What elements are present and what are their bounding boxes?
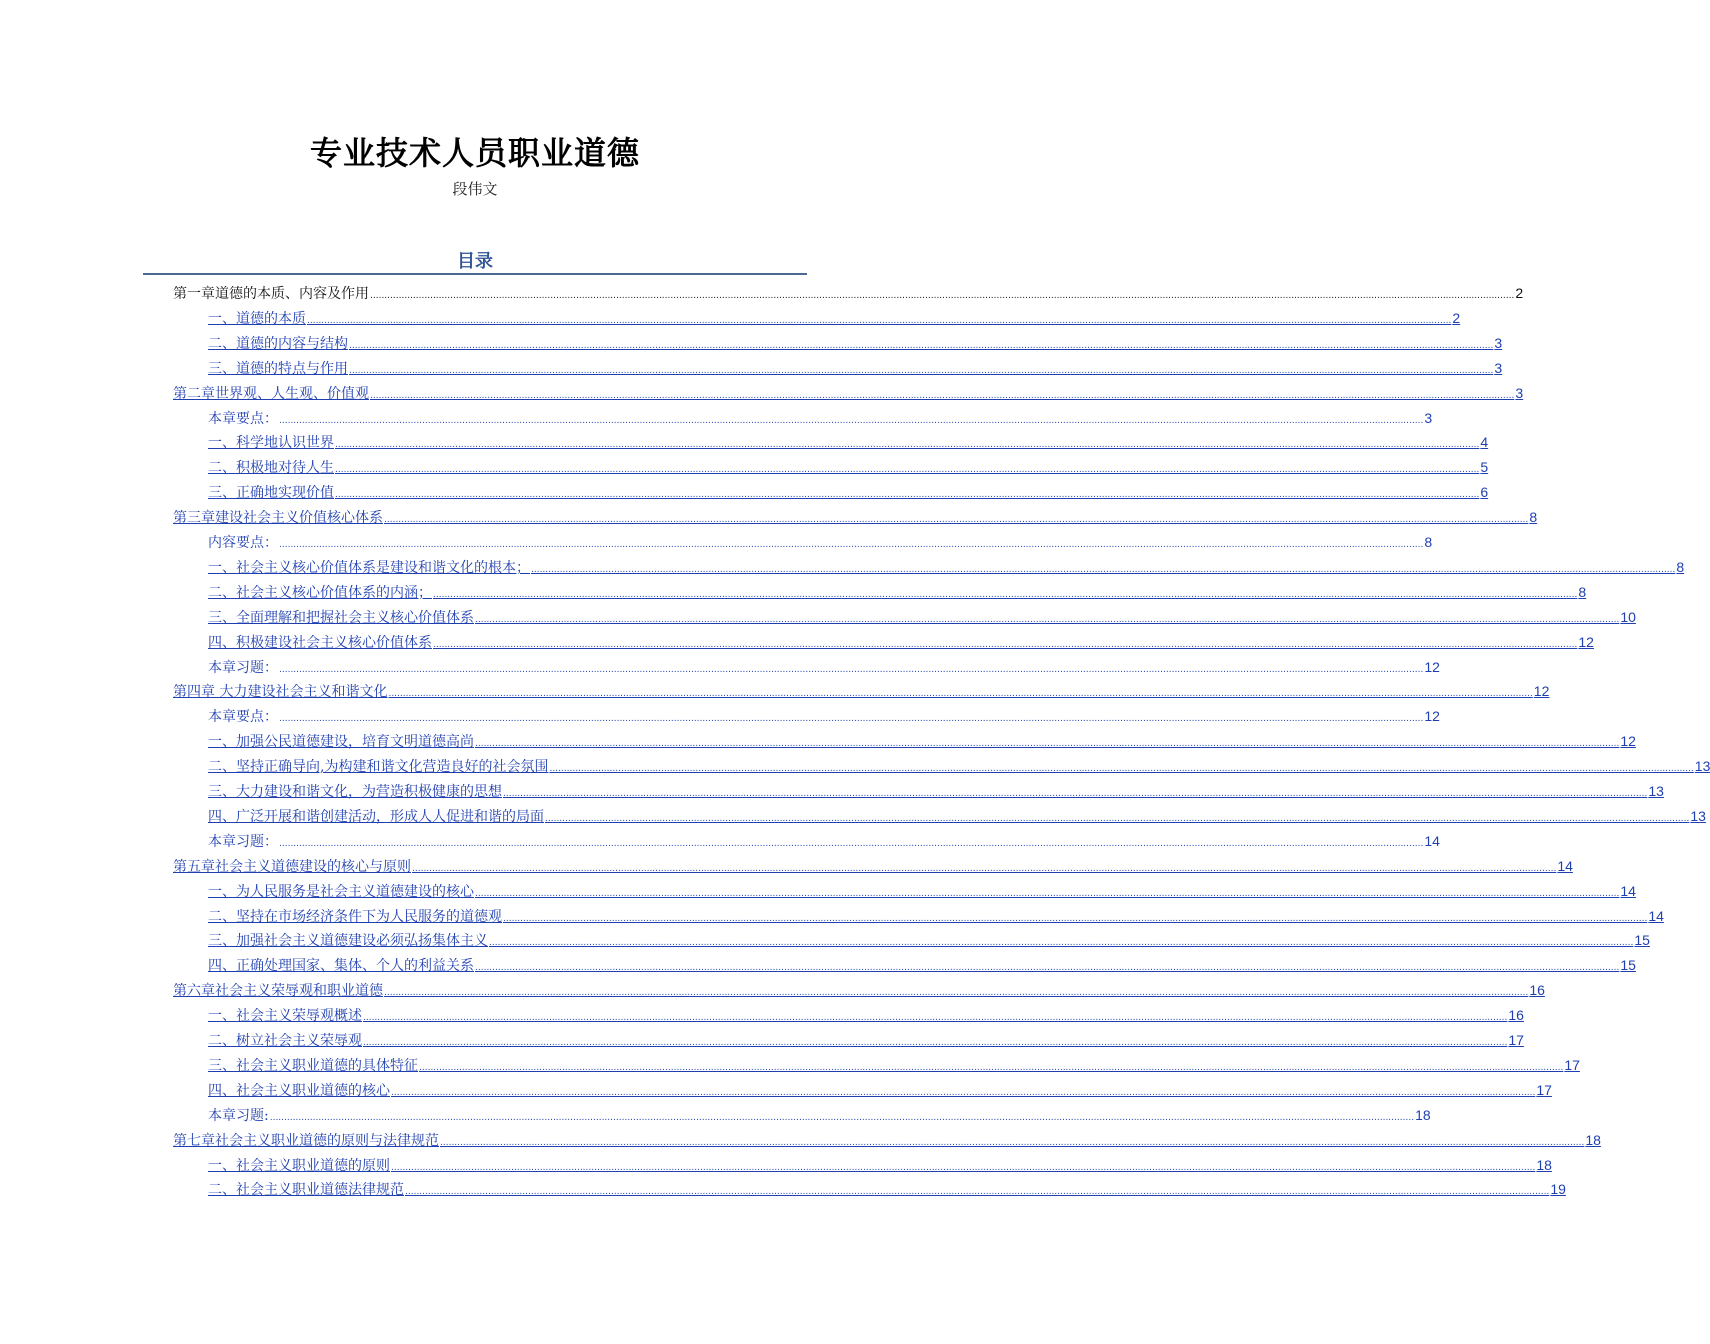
toc-heading: 目录 — [457, 251, 493, 272]
toc-entry[interactable] — [208, 905, 1664, 927]
toc-entry[interactable] — [208, 954, 1636, 976]
toc-entry[interactable] — [208, 307, 1461, 329]
toc-entry-title: 坚持正确导向,为构建和谐文化营造良好的社会氛围 — [236, 759, 549, 776]
toc-dot-leader: ................................................................................................................................................................................................................................................................................................................................................................................................................ — [391, 1162, 1536, 1173]
toc-entry-page: 17 — [1536, 1081, 1552, 1098]
toc-entry-number: 二、 — [208, 460, 236, 477]
toc-entry[interactable] — [208, 880, 1636, 902]
toc-entry-page: 3 — [1515, 384, 1524, 401]
toc-entry[interactable] — [173, 382, 1524, 404]
toc-dot-leader: ................................................................................................................................................................................................................................................................................................................................................................................................................ — [279, 714, 1424, 725]
toc-entry-title: 道德的本质 — [236, 310, 306, 327]
toc-entry[interactable] — [173, 855, 1573, 877]
toc-entry-title: 社会主义核心价值体系的内涵； — [236, 584, 432, 601]
toc-dot-leader: ................................................................................................................................................................................................................................................................................................................................................................................................................ — [475, 888, 1620, 899]
toc-entry-title: 积极建设社会主义核心价值体系 — [236, 634, 432, 651]
toc-entry-page: 5 — [1480, 459, 1489, 476]
toc-entry-page: 10 — [1620, 608, 1636, 625]
toc-entry-page: 17 — [1564, 1056, 1580, 1073]
toc-entry[interactable] — [208, 705, 1440, 727]
toc-entry-number: 二、 — [208, 584, 236, 601]
toc-dot-leader: ................................................................................................................................................................................................................................................................................................................................................................................................................ — [419, 1062, 1564, 1073]
toc-entry-page: 8 — [1529, 509, 1538, 526]
toc-entry-title: 大力建设和谐文化，为营造积极健康的思想 — [236, 784, 502, 800]
toc-entry-page: 19 — [1550, 1181, 1566, 1198]
toc-entry-page: 2 — [1452, 309, 1461, 326]
toc-entry-title: 广泛开展和谐创建活动，形成人人促进和谐的局面 — [236, 808, 544, 825]
toc-entry-page: 12 — [1620, 733, 1636, 750]
toc-entry-page: 3 — [1494, 334, 1503, 351]
toc-entry[interactable] — [208, 481, 1489, 503]
toc-divider — [143, 273, 807, 275]
toc-entry[interactable] — [208, 531, 1433, 553]
toc-entry[interactable] — [208, 1104, 1431, 1126]
toc-dot-leader: ................................................................................................................................................................................................................................................................................................................................................................................................................ — [335, 465, 1480, 476]
toc-entry-page: 12 — [1424, 708, 1440, 725]
toc-entry-page: 14 — [1424, 832, 1440, 849]
toc-dot-leader: ................................................................................................................................................................................................................................................................................................................................................................................................................ — [363, 1038, 1508, 1048]
toc-entry-title: 本章习题： — [208, 659, 278, 676]
toc-entry[interactable] — [208, 581, 1587, 603]
toc-entry-page: 13 — [1648, 783, 1664, 799]
toc-entry-page: 13 — [1694, 758, 1710, 775]
toc-entry-title: 一、为人民服务是社会主义道德建设的核心 — [208, 883, 474, 900]
toc-dot-leader: ................................................................................................................................................................................................................................................................................................................................................................................................................ — [370, 390, 1515, 401]
toc-entry-number: 一、 — [208, 734, 236, 751]
toc-entry-page: 8 — [1424, 534, 1433, 550]
toc-entry[interactable] — [208, 431, 1489, 453]
toc-dot-leader: ................................................................................................................................................................................................................................................................................................................................................................................................................ — [503, 913, 1648, 924]
toc-entry-title: 社会主义核心价值体系是建设和谐文化的根本； — [236, 559, 530, 576]
toc-dot-leader: ................................................................................................................................................................................................................................................................................................................................................................................................................ — [388, 689, 1533, 700]
toc-entry-title: 道德的内容与结构 — [236, 335, 348, 352]
toc-dot-leader: ................................................................................................................................................................................................................................................................................................................................................................................................................ — [349, 365, 1494, 376]
toc-entry[interactable] — [208, 805, 1706, 827]
toc-entry[interactable] — [208, 1079, 1552, 1101]
toc-entry[interactable] — [208, 631, 1594, 653]
toc-entry-title: 道德的本质、内容及作用 — [215, 286, 369, 302]
toc-entry[interactable] — [208, 780, 1664, 802]
toc-dot-leader: ................................................................................................................................................................................................................................................................................................................................................................................................................ — [391, 1087, 1536, 1098]
toc-dot-leader: ................................................................................................................................................................................................................................................................................................................................................................................................................ — [307, 315, 1452, 326]
toc-dot-leader: ................................................................................................................................................................................................................................................................................................................................................................................................................ — [549, 764, 1694, 775]
toc-entry-title: 三、社会主义职业道德的具体特征 — [208, 1057, 418, 1074]
toc-entry-title: 一、社会主义职业道德的原则 — [208, 1157, 390, 1174]
toc-dot-leader: ................................................................................................................................................................................................................................................................................................................................................................................................................ — [475, 963, 1620, 974]
toc-entry[interactable] — [208, 1178, 1566, 1200]
toc-entry[interactable] — [208, 730, 1636, 752]
toc-entry-title: 道德的特点与作用 — [236, 360, 348, 377]
toc-entry-number: 一、 — [208, 310, 236, 327]
toc-entry[interactable] — [173, 979, 1545, 1001]
toc-entry[interactable] — [173, 680, 1550, 702]
toc-dot-leader: ................................................................................................................................................................................................................................................................................................................................................................................................................ — [440, 1137, 1585, 1148]
toc-entry-number: 二、 — [208, 759, 236, 776]
toc-entry[interactable] — [208, 1054, 1580, 1076]
toc-entry-title: 积极地对待人生 — [236, 460, 334, 477]
toc-dot-leader: ................................................................................................................................................................................................................................................................................................................................................................................................................ — [279, 838, 1424, 849]
toc-entry-title: 内容要点： — [208, 535, 278, 551]
toc-entry-title: 四、社会主义职业道德的核心 — [208, 1082, 390, 1099]
toc-dot-leader: ................................................................................................................................................................................................................................................................................................................................................................................................................ — [475, 739, 1620, 750]
toc-entry[interactable] — [208, 755, 1710, 777]
toc-entry-title: 第五章社会主义道德建设的核心与原则 — [173, 858, 411, 875]
toc-entry-title: 本章要点： — [208, 410, 278, 427]
document-title: 专业技术人员职业道德 — [309, 134, 640, 172]
toc-entry-page: 2 — [1515, 285, 1524, 301]
toc-entry-number: 三、 — [208, 784, 236, 800]
toc-dot-leader: ................................................................................................................................................................................................................................................................................................................................................................................................................ — [475, 614, 1620, 625]
toc-dot-leader: ................................................................................................................................................................................................................................................................................................................................................................................................................ — [279, 664, 1424, 675]
toc-entry-page: 15 — [1634, 932, 1650, 949]
toc-entry[interactable] — [208, 1154, 1552, 1176]
toc-dot-leader: ................................................................................................................................................................................................................................................................................................................................................................................................................ — [531, 564, 1676, 575]
toc-entry[interactable] — [208, 456, 1489, 478]
toc-dot-leader: ................................................................................................................................................................................................................................................................................................................................................................................................................ — [384, 988, 1529, 999]
toc-entry-page: 15 — [1620, 957, 1636, 974]
toc-entry[interactable] — [208, 357, 1503, 379]
toc-entry-title: 二、社会主义职业道德法律规范 — [208, 1182, 404, 1199]
toc-entry[interactable] — [208, 929, 1650, 951]
toc-entry-page: 12 — [1424, 658, 1440, 675]
toc-entry[interactable] — [208, 656, 1440, 678]
toc-entry-title: 本章习题： — [208, 833, 278, 850]
toc-dot-leader: ................................................................................................................................................................................................................................................................................................................................................................................................................ — [503, 789, 1648, 799]
toc-dot-leader: ................................................................................................................................................................................................................................................................................................................................................................................................................ — [269, 1112, 1415, 1123]
toc-dot-leader: ................................................................................................................................................................................................................................................................................................................................................................................................................ — [349, 340, 1494, 351]
toc-entry-page: 3 — [1424, 409, 1433, 426]
toc-entry-page: 12 — [1578, 633, 1594, 650]
toc-dot-leader: ................................................................................................................................................................................................................................................................................................................................................................................................................ — [384, 515, 1529, 526]
toc-entry-title: 第四章 大力建设社会主义和谐文化 — [173, 684, 388, 701]
toc-entry-number: 第一章 — [173, 286, 215, 302]
toc-entry[interactable] — [208, 830, 1440, 852]
toc-entry-page: 12 — [1533, 683, 1550, 700]
toc-entry-page: 8 — [1676, 558, 1685, 575]
toc-entry-page: 16 — [1508, 1007, 1524, 1024]
toc-entry-title: 本章要点： — [208, 709, 278, 726]
toc-dot-leader: ................................................................................................................................................................................................................................................................................................................................................................................................................ — [433, 589, 1578, 600]
toc-entry-title: 加强公民道德建设，培育文明道德高尚 — [236, 734, 474, 751]
toc-dot-leader: ................................................................................................................................................................................................................................................................................................................................................................................................................ — [279, 540, 1424, 550]
toc-dot-leader: ................................................................................................................................................................................................................................................................................................................................................................................................................ — [405, 1187, 1550, 1198]
toc-entry-page: 18 — [1585, 1131, 1601, 1148]
toc-entry-title: 本章习题: — [208, 1107, 269, 1124]
toc-dot-leader: ................................................................................................................................................................................................................................................................................................................................................................................................................ — [335, 490, 1480, 501]
toc-entry-number: 三、 — [208, 485, 236, 502]
toc-entry-number: 一、 — [208, 435, 236, 452]
toc-entry-title: 世界观、人生观、价值观 — [215, 385, 369, 402]
toc-entry-title: 一、社会主义荣辱观概述 — [208, 1008, 362, 1025]
toc-entry-page: 18 — [1415, 1106, 1431, 1123]
toc-entry-title: 四、正确处理国家、集体、个人的利益关系 — [208, 958, 474, 975]
toc-entry-page: 4 — [1480, 434, 1489, 451]
toc-entry-title: 正确地实现价值 — [236, 485, 334, 502]
toc-entry-number: 第二章 — [173, 385, 215, 402]
toc-dot-leader: ................................................................................................................................................................................................................................................................................................................................................................................................................ — [412, 863, 1557, 874]
toc-dot-leader: ................................................................................................................................................................................................................................................................................................................................................................................................................ — [433, 639, 1578, 650]
toc-entry-number: 三、 — [208, 360, 236, 377]
toc-dot-leader: ................................................................................................................................................................................................................................................................................................................................................................................................................ — [370, 291, 1515, 301]
toc-entry[interactable] — [208, 407, 1433, 429]
toc-entry-title: 三、加强社会主义道德建设必须弘扬集体主义 — [208, 933, 488, 950]
toc-entry-page: 17 — [1508, 1032, 1524, 1048]
toc-entry[interactable] — [208, 332, 1503, 354]
toc-entry-page: 6 — [1480, 484, 1489, 501]
toc-entry[interactable] — [173, 506, 1538, 528]
toc-entry-number: 四、 — [208, 808, 236, 825]
toc-dot-leader: ................................................................................................................................................................................................................................................................................................................................................................................................................ — [489, 938, 1634, 949]
toc-entry-number: 二、 — [208, 335, 236, 352]
toc-entry-title: 第三章建设社会主义价值核心体系 — [173, 510, 383, 527]
toc-entry-page: 14 — [1557, 857, 1573, 874]
toc-entry-page: 3 — [1494, 359, 1503, 376]
toc-entry-page: 14 — [1648, 907, 1664, 924]
toc-entry-number: 一、 — [208, 559, 236, 576]
toc-entry — [173, 282, 1524, 304]
toc-entry-title: 二、坚持在市场经济条件下为人民服务的道德观 — [208, 908, 502, 925]
toc-dot-leader: ................................................................................................................................................................................................................................................................................................................................................................................................................ — [279, 415, 1424, 426]
toc-entry-number: 四、 — [208, 634, 236, 651]
toc-entry-title: 第六章社会主义荣辱观和职业道德 — [173, 983, 383, 1000]
toc-entry-page: 13 — [1690, 807, 1706, 824]
toc-entry[interactable] — [208, 556, 1685, 578]
toc-entry[interactable] — [173, 1129, 1601, 1151]
toc-dot-leader: ................................................................................................................................................................................................................................................................................................................................................................................................................ — [545, 813, 1690, 824]
toc-entry[interactable] — [208, 1004, 1524, 1026]
toc-entry[interactable] — [208, 1029, 1524, 1051]
toc-dot-leader: ................................................................................................................................................................................................................................................................................................................................................................................................................ — [335, 440, 1480, 451]
toc-entry[interactable] — [208, 606, 1636, 628]
toc-entry-title: 科学地认识世界 — [236, 435, 334, 452]
toc-dot-leader: ................................................................................................................................................................................................................................................................................................................................................................................................................ — [363, 1013, 1508, 1024]
toc-entry-title: 二、树立社会主义荣辱观 — [208, 1033, 362, 1049]
toc-entry-title: 全面理解和把握社会主义核心价值体系 — [236, 609, 474, 626]
toc-entry-number: 三、 — [208, 609, 236, 626]
toc-entry-page: 8 — [1578, 583, 1587, 600]
toc-entry-title: 第七章社会主义职业道德的原则与法律规范 — [173, 1132, 439, 1149]
toc-entry-page: 14 — [1620, 882, 1636, 899]
document-author: 段伟文 — [452, 180, 498, 198]
toc-entry-page: 16 — [1529, 982, 1545, 999]
toc-entry-page: 18 — [1536, 1156, 1552, 1173]
